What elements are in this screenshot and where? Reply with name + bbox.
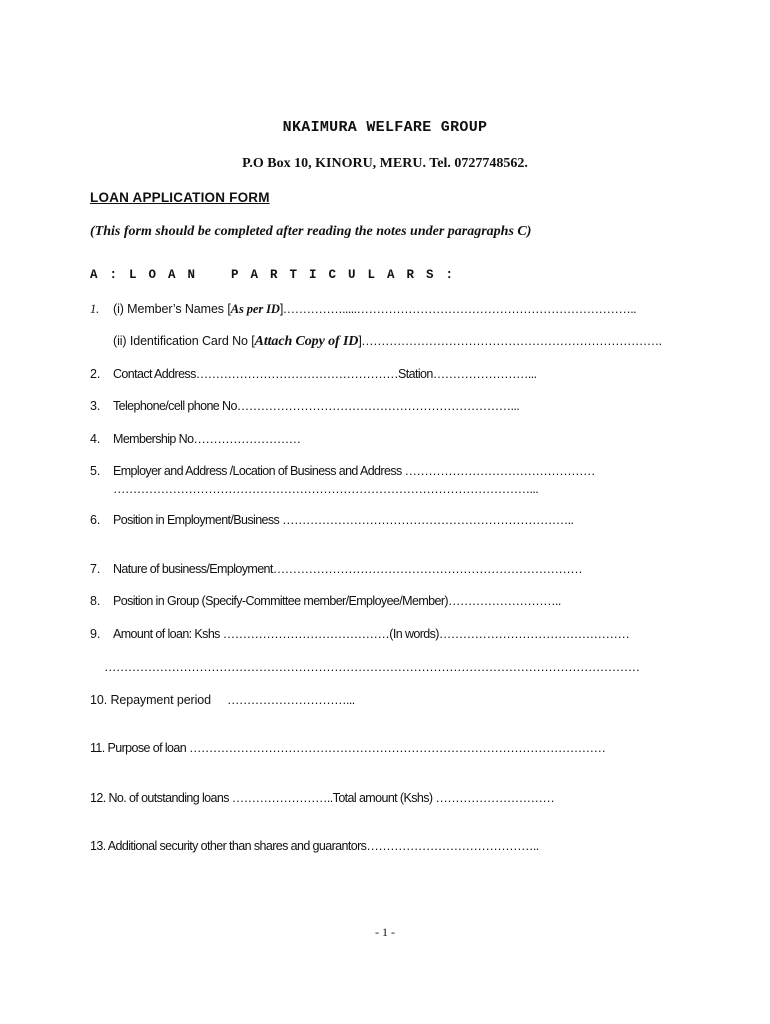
field-text[interactable]: Nature of business/Employment…………………………………………………………………… — [113, 562, 583, 576]
form-note: (This form should be completed after reading the notes under paragraphs C) — [90, 224, 532, 239]
item-10-repayment-period[interactable] — [90, 693, 355, 707]
item-5-employer-address[interactable] — [0, 464, 770, 482]
section-a-heading — [90, 268, 465, 282]
item-4-membership-number[interactable] — [0, 432, 770, 450]
item-number: 5. — [90, 464, 101, 478]
item-number: 1. — [90, 302, 100, 316]
field-emphasis: Attach Copy of ID — [254, 334, 359, 349]
page-number: - 1 - — [375, 925, 395, 939]
item-3-telephone[interactable] — [0, 399, 770, 417]
item-12-outstanding-loans[interactable]: 12. No. of outstanding loans ……………………..Total amount (Kshs) ………………………… — [90, 791, 555, 805]
field-text[interactable]: Telephone/cell phone No……………………………………………………………... — [113, 399, 520, 413]
section-a-prefix: A: — [90, 268, 130, 282]
item-6-position-employment[interactable] — [0, 513, 770, 531]
fill-in-dots[interactable]: ……………………………………………………………………………………………... — [113, 482, 539, 496]
form-title: LOAN APPLICATION FORM — [90, 190, 270, 205]
section-a-word-loan: LOAN — [129, 268, 208, 282]
item-number: 2. — [90, 367, 101, 381]
item-7-nature-business[interactable] — [0, 562, 770, 580]
field-label: (ii) Identification Card No [ — [113, 334, 255, 348]
item-2-contact-address[interactable] — [0, 367, 770, 385]
field-text[interactable]: Position in Employment/Business ……………………………………………………………….. — [113, 513, 574, 527]
item-number: 8. — [90, 594, 101, 608]
field-label: 10. Repayment period — [90, 693, 211, 707]
organization-address: P.O Box 10, KINORU, MERU. Tel. 0727748562. — [242, 156, 528, 171]
item-13-additional-security[interactable]: 13. Additional security other than shares and guarantors…………………………………….. — [90, 839, 539, 853]
item-9-continuation[interactable]: ……………………………………………………………………………………………………………………… — [104, 660, 640, 674]
item-number: 6. — [90, 513, 101, 527]
item-1-member-names[interactable] — [0, 302, 770, 320]
item-1-id-card-number[interactable] — [0, 334, 770, 352]
item-number: 9. — [90, 627, 101, 641]
field-text[interactable]: Membership No……………………… — [113, 432, 301, 446]
item-9-loan-amount[interactable] — [0, 627, 770, 645]
section-a-word-particulars: PARTICULARS: — [231, 268, 466, 282]
item-number: 3. — [90, 399, 101, 413]
field-emphasis: As per ID — [230, 302, 280, 316]
field-text[interactable]: Amount of loan: Kshs ……………………………………(In words)………………………………………… — [113, 627, 630, 641]
fill-in-dots[interactable]: …………………………... — [227, 693, 355, 707]
item-number: 7. — [90, 562, 101, 576]
field-text[interactable]: Employer and Address /Location of Business and Address ………………………………………… — [113, 464, 595, 478]
item-5-continuation[interactable] — [0, 482, 770, 500]
item-11-loan-purpose[interactable]: 11. Purpose of loan …………………………………………………………………………………………… — [90, 741, 606, 755]
item-8-position-group[interactable] — [0, 594, 770, 612]
field-label: (i) Member’s Names [ — [113, 302, 231, 316]
fill-in-dots[interactable]: ]…………….....…………………………………………………………….. — [279, 302, 636, 316]
item-number: 4. — [90, 432, 101, 446]
organization-name: NKAIMURA WELFARE GROUP — [282, 119, 488, 136]
fill-in-dots[interactable]: ]…………………………………………………………………. — [358, 334, 662, 348]
field-text[interactable]: Position in Group (Specify-Committee member/Employee/Member)……………………….. — [113, 594, 561, 608]
field-text[interactable]: Contact Address……………………………………………Station……………………... — [113, 367, 537, 381]
